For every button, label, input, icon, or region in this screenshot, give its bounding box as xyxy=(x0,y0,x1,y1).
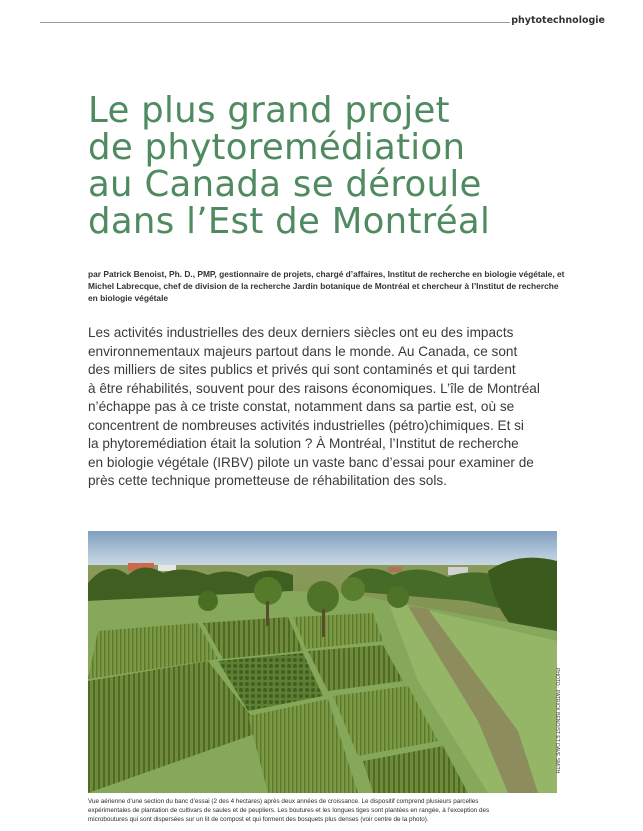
lead-line: à être réhabilités, souvent pour des raisons économiques. L’île de Montréal xyxy=(88,380,540,396)
section-label: phytotechnologie xyxy=(511,15,605,26)
caption-line: Vue aérienne d’une section du banc d’essai (2 des 4 hectares) après deux années de croissance. Le dispositif comprend plusieurs parcelles xyxy=(88,798,479,805)
aerial-photo xyxy=(88,531,557,793)
title-line: de phytoremédiation xyxy=(88,127,466,168)
lead-line: environnementaux majeurs partout dans le monde. Au Canada, ce sont xyxy=(88,343,518,359)
header-rule xyxy=(40,22,510,23)
title-line: au Canada se déroule xyxy=(88,164,482,205)
photo-caption xyxy=(88,797,568,824)
title-line: Le plus grand projet xyxy=(88,90,450,131)
lead-line: la phytoremédiation était la solution ? À Montréal, l’Institut de recherche xyxy=(88,436,519,451)
lead-line: Les activités industrielles des deux derniers siècles ont eu des impacts xyxy=(88,325,514,340)
lead-line: en biologie végétale (IRBV) pilote un vaste banc d’essai pour examiner de xyxy=(88,454,534,470)
lead-line: près cette technique prometteuse de réhabilitation des sols. xyxy=(88,473,447,488)
photo-credit: PHOTO : PATRICK BENOIST ET DAVE SMITH xyxy=(554,668,560,774)
byline: par Patrick Benoist, Ph. D., PMP, gestionnaire de projets, chargé d’affaires, Institut de recherche en biologie végétale, et Michel Labrecque, chef de division de la recherche Jardin botanique de Montréal et chercheur à l’Institut de recherche en biologie végétale xyxy=(88,269,565,303)
caption-line: expérimentales de plantation de cultivars de saules et de peupliers. Les boutures et les longues tiges sont plantées en rangée, à l’exception des xyxy=(88,807,490,814)
lead-paragraph xyxy=(88,324,564,491)
article-title xyxy=(88,92,608,240)
lead-line: concentrent de nombreuses activités industrielles (pétro)chimiques. Et si xyxy=(88,417,524,433)
lead-line: n’échappe pas à ce triste constat, notamment dans sa partie est, où se xyxy=(88,399,515,414)
title-line: dans l’Est de Montréal xyxy=(88,201,491,242)
lead-line: des milliers de sites publics et privés qui sont contaminés et qui tardent xyxy=(88,362,516,377)
caption-line: microboutures qui sont dispersées sur un lit de compost et qui forment des bosquets plus denses (voir centre de la photo). xyxy=(88,816,429,823)
